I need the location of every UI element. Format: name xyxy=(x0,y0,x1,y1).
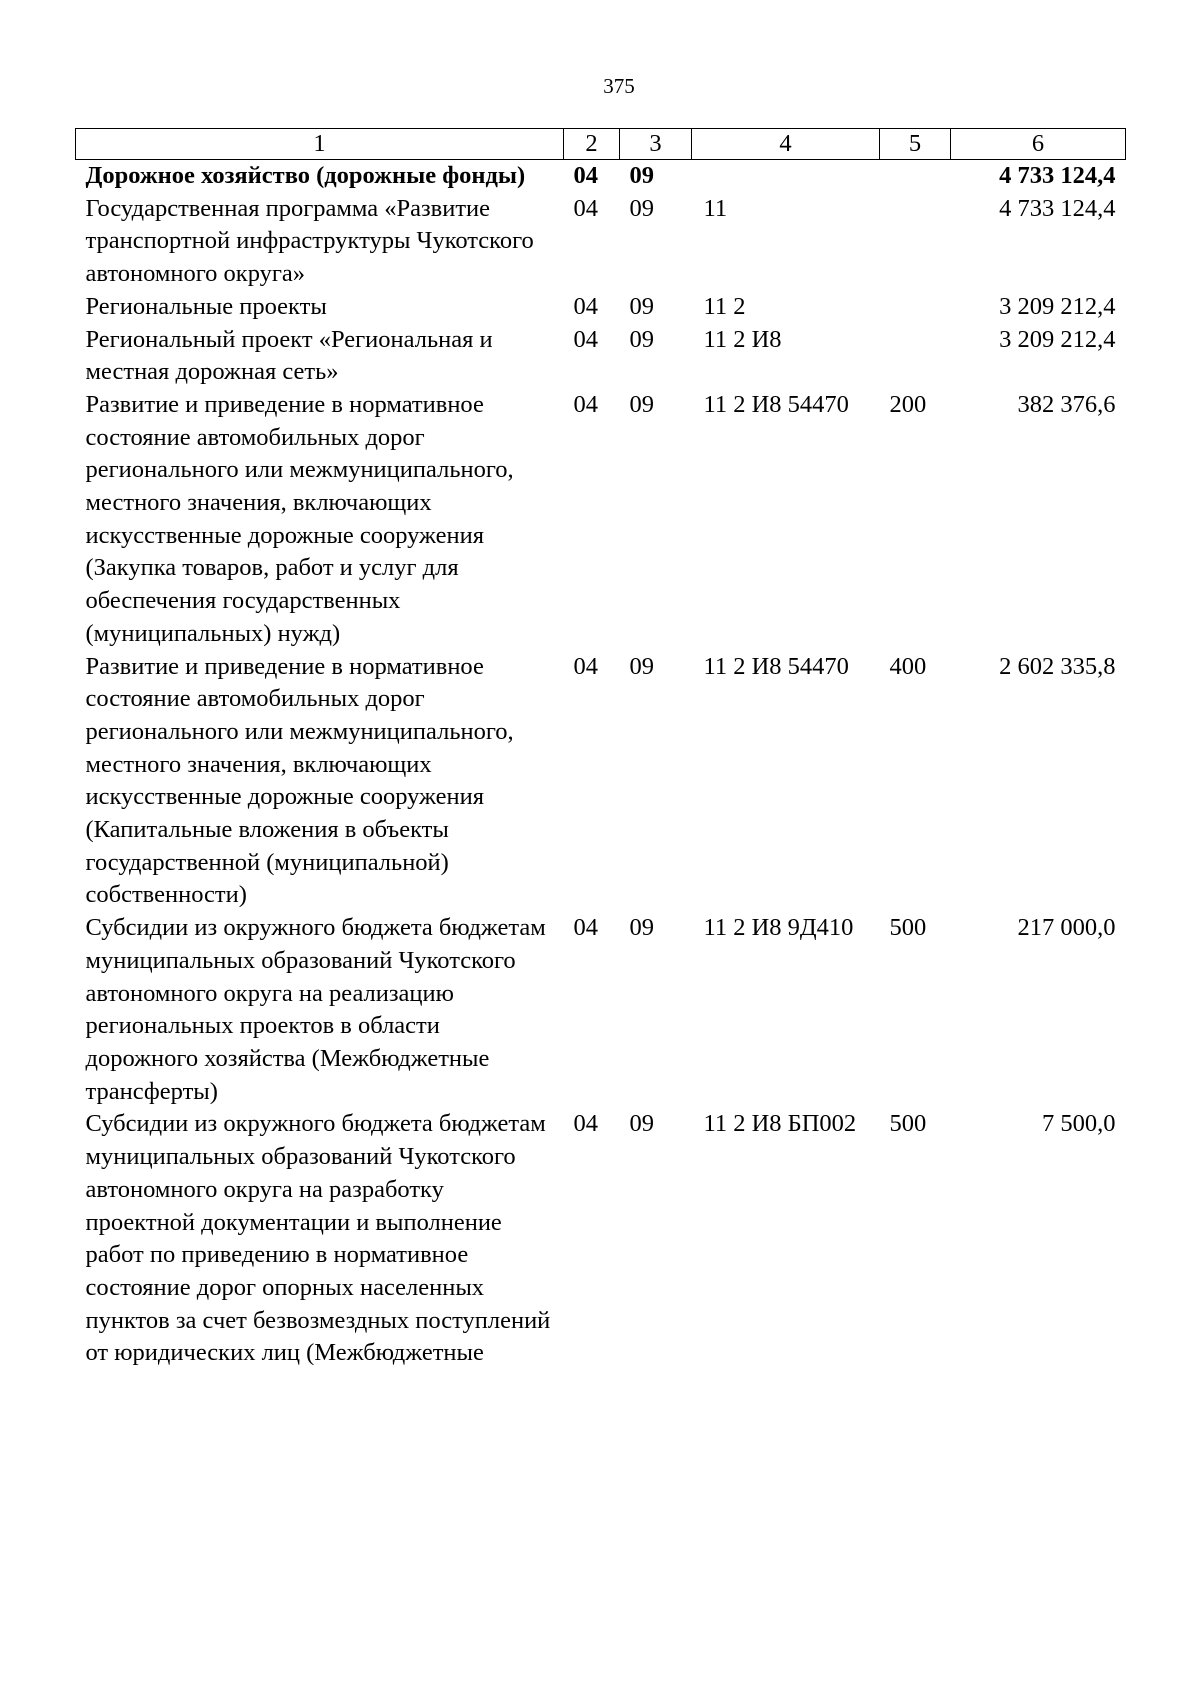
row-name: Дорожное хозяйство (дорожные фонды) xyxy=(85,162,526,189)
row-expense-type xyxy=(880,160,951,193)
row-subsection: 09 xyxy=(629,914,654,942)
row-amount: 4 733 124,4 xyxy=(999,162,1116,189)
row-name: Субсидии из окружного бюджета бюджетам муниципальных образований Чукотского автономного округа на разработку проектной документации и выполнение работ по приведению в нормативное состояние дорог опорных населенных пунктов за счет безвозмездных поступлений от юридических лиц (Межбюджетные xyxy=(85,1110,551,1367)
header-col-4: 4 xyxy=(692,129,880,160)
table-row xyxy=(76,912,1126,1108)
row-subsection: 09 xyxy=(629,162,654,189)
row-subsection: 09 xyxy=(629,325,654,353)
header-col-5: 5 xyxy=(880,129,951,160)
row-subsection: 09 xyxy=(629,390,654,418)
row-section: 04 xyxy=(573,325,598,353)
table-row xyxy=(76,324,1126,389)
row-section: 04 xyxy=(573,652,598,680)
row-expense-type: 500 xyxy=(889,914,927,942)
row-amount: 382 376,6 xyxy=(1017,390,1116,418)
row-target: 11 2 xyxy=(703,292,746,320)
row-target: 11 xyxy=(703,194,728,222)
row-target xyxy=(692,160,880,193)
header-col-1: 1 xyxy=(76,129,564,160)
row-amount: 217 000,0 xyxy=(1017,914,1116,942)
row-name: Государственная программа «Развитие транспортной инфраструктуры Чукотского автономного округа» xyxy=(85,194,534,288)
table-row xyxy=(76,291,1126,324)
table-row xyxy=(76,160,1126,193)
budget-table xyxy=(75,128,1126,1370)
row-subsection: 09 xyxy=(629,194,654,222)
table-row xyxy=(76,389,1126,651)
row-name: Развитие и приведение в нормативное состояние автомобильных дорог регионального или межмуниципального, местного значения, включающих искусственные дорожные сооружения (Капитальные вложения в объекты государственной (муниципальной) собственности) xyxy=(85,652,514,909)
row-section: 04 xyxy=(573,390,598,418)
row-subsection: 09 xyxy=(629,292,654,320)
row-subsection: 09 xyxy=(629,652,654,680)
row-amount: 3 209 212,4 xyxy=(999,292,1116,320)
header-col-2: 2 xyxy=(564,129,620,160)
row-amount: 7 500,0 xyxy=(1042,1110,1116,1138)
row-name: Региональные проекты xyxy=(85,292,327,320)
row-expense-type xyxy=(880,291,951,324)
row-target: 11 2 И8 54470 xyxy=(703,390,849,418)
row-expense-type xyxy=(880,324,951,389)
header-col-3: 3 xyxy=(620,129,692,160)
row-name: Развитие и приведение в нормативное состояние автомобильных дорог регионального или межмуниципального, местного значения, включающих искусственные дорожные сооружения (Закупка товаров, работ и услуг для обеспечения государственных (муниципальных) нужд) xyxy=(85,390,514,647)
table-row xyxy=(76,193,1126,291)
row-target: 11 2 И8 9Д410 xyxy=(703,914,854,942)
row-amount: 3 209 212,4 xyxy=(999,325,1116,353)
page-number: 375 xyxy=(603,74,635,98)
row-amount: 4 733 124,4 xyxy=(999,194,1116,222)
table-row xyxy=(76,651,1126,913)
row-target: 11 2 И8 xyxy=(703,325,782,353)
row-name: Региональный проект «Региональная и местная дорожная сеть» xyxy=(85,325,493,386)
table-row xyxy=(76,1108,1126,1370)
row-target: 11 2 И8 БП002 xyxy=(703,1110,857,1138)
header-row xyxy=(76,129,1126,160)
row-target: 11 2 И8 54470 xyxy=(703,652,849,680)
row-subsection: 09 xyxy=(629,1110,654,1138)
row-amount: 2 602 335,8 xyxy=(999,652,1116,680)
row-name: Субсидии из окружного бюджета бюджетам муниципальных образований Чукотского автономного округа на реализацию региональных проектов в области дорожного хозяйства (Межбюджетные трансферты) xyxy=(85,914,546,1105)
row-section: 04 xyxy=(573,914,598,942)
row-section: 04 xyxy=(573,1110,598,1138)
table-body xyxy=(76,160,1126,1371)
row-expense-type: 400 xyxy=(889,652,927,680)
row-section: 04 xyxy=(573,162,598,189)
table-header xyxy=(76,129,1126,160)
header-col-6: 6 xyxy=(951,129,1126,160)
row-expense-type xyxy=(880,193,951,291)
row-expense-type: 200 xyxy=(889,390,927,418)
row-section: 04 xyxy=(573,194,598,222)
row-section: 04 xyxy=(573,292,598,320)
row-expense-type: 500 xyxy=(889,1110,927,1138)
